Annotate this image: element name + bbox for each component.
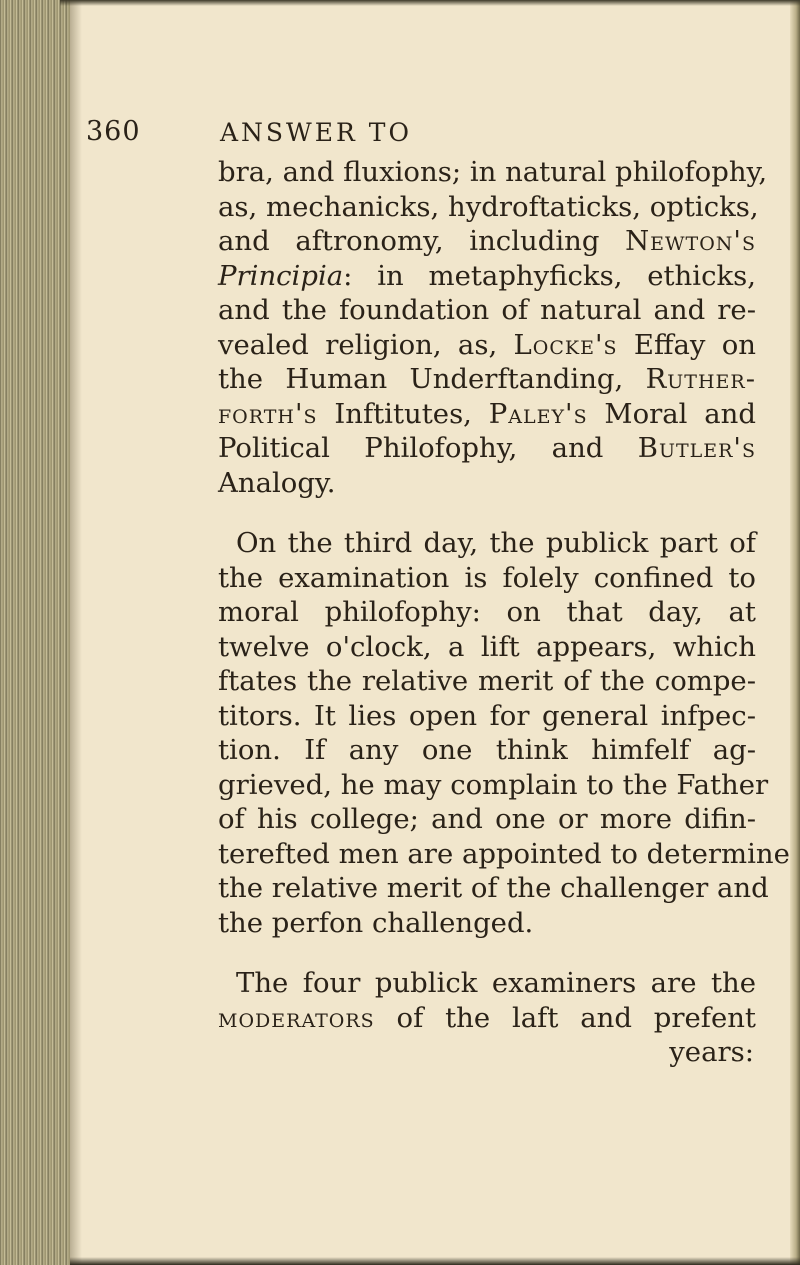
text-line [218, 768, 769, 803]
paragraph [218, 526, 790, 940]
text-run: grieved, he may complain to the Father [218, 768, 769, 801]
text-line [218, 664, 756, 699]
text-run: of the laft and prefent [374, 1001, 756, 1034]
text-run: as, mechanicks, hydroftaticks, opticks, [218, 190, 759, 223]
text-line [218, 837, 790, 872]
text-run: Moral and [587, 397, 756, 430]
text-run: moral philofophy: on that day, at [218, 596, 756, 628]
text-run: the Human Underftanding, [218, 363, 646, 395]
page-bottom-shadow [70, 1257, 800, 1265]
text-run: moderators [218, 1001, 375, 1034]
text-run: of his college; and one or more difin- [218, 803, 756, 835]
text-line [218, 733, 756, 768]
text-line [218, 699, 756, 734]
text-run: the relative merit of the challenger and [218, 872, 769, 904]
page-header [80, 116, 740, 152]
text-run: Butler's [637, 432, 756, 464]
page-number: 360 [86, 116, 141, 147]
text-line [218, 630, 756, 665]
text-run: Inftitutes, [317, 397, 489, 430]
text-run: The four publick examiners are the [236, 967, 756, 999]
text-line [218, 906, 756, 941]
text-run: and the foundation of natural and re- [218, 294, 756, 326]
catchword: years: [669, 1036, 754, 1068]
running-head: ANSWER TO [220, 118, 412, 147]
book-page-edges [0, 0, 70, 1265]
text-line [218, 466, 756, 501]
paragraph-gap [218, 500, 756, 526]
text-line [218, 224, 756, 259]
text-line [218, 561, 756, 596]
body-text [218, 155, 790, 1070]
text-line [218, 871, 769, 906]
text-run: ftates the relative merit of the compe- [218, 665, 756, 697]
paragraph [218, 155, 768, 500]
text-run: Political Philofophy, and [218, 432, 638, 464]
page-top-shadow [60, 0, 800, 6]
text-run: the perfon challenged. [218, 906, 534, 939]
paragraph [218, 966, 756, 1035]
text-run: and aftronomy, including [218, 225, 626, 257]
text-line [218, 362, 756, 397]
text-run: Effay on [617, 328, 756, 361]
text-run: Paley's [488, 397, 588, 430]
text-line [218, 397, 756, 432]
text-line [218, 595, 756, 630]
text-run: : in metaphyficks, ethicks, [343, 259, 756, 292]
text-line [218, 190, 759, 225]
text-run: vealed religion, as, [218, 328, 514, 361]
text-run: Analogy. [218, 466, 336, 499]
text-line [218, 328, 756, 363]
text-run: On the third day, the publick part of [236, 527, 756, 559]
text-run: bra, and fluxions; in natural philofophy, [218, 156, 768, 188]
text-line [218, 431, 756, 466]
text-run: terefted men are appointed to determine [218, 837, 790, 870]
text-run: Newton's [625, 225, 756, 257]
text-line [218, 155, 768, 190]
text-run: twelve o'clock, a lift appears, which [218, 630, 756, 663]
text-line [218, 526, 756, 561]
text-line [218, 259, 756, 294]
text-line [218, 966, 756, 1001]
text-line [218, 293, 756, 328]
text-run: the examination is folely confined to [218, 561, 756, 594]
text-run: forth's [218, 397, 318, 430]
text-run: Ruther- [645, 363, 756, 395]
text-run: Locke's [513, 328, 618, 361]
text-run: tion. If any one think himfelf ag- [218, 734, 756, 766]
text-run: Principia [218, 259, 344, 292]
text-run: titors. It lies open for general infpec- [218, 699, 756, 732]
paragraph-gap [218, 940, 756, 966]
book-right-edge [790, 0, 800, 1265]
text-line [218, 1001, 756, 1036]
text-line [218, 802, 756, 837]
